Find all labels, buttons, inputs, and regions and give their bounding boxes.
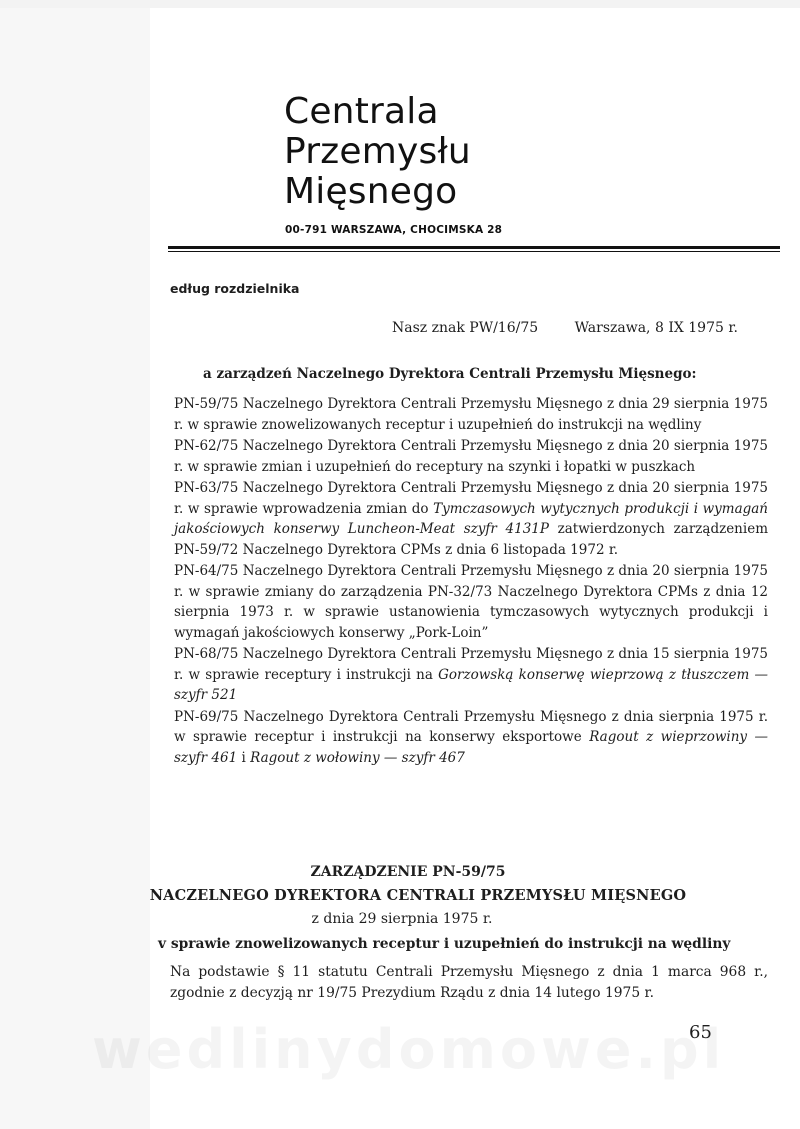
- logo-line-1: Centrala: [284, 91, 439, 132]
- page-number: 65: [689, 1022, 712, 1043]
- ordinance-text: Naczelnego Dyrektora Centrali Przemysłu Mięsnego z dnia sierpnia 1975 r. w sprawie receptur i instrukcji na konserwy eksportowe: [174, 708, 768, 745]
- ordinance-italic-title: Tymczasowych wytycznych produkcji i wymagań jakościowych konserwy Luncheon-Meat szyfr 4131P: [174, 500, 769, 537]
- list-item: [174, 561, 768, 643]
- ordinance-text: Naczelnego Dyrektora Centrali Przemysłu Mięsnego z dnia 20 sierpnia 1975 r. w sprawie zmian i uzupełnień do receptury na szynki i łopatki w puszkach: [174, 438, 768, 475]
- letterhead-logo: [284, 92, 471, 212]
- ordinance-text-after: zatwierdzonych zarządzeniem PN-59/72 Naczelnego Dyrektora CPMs z dnia 6 listopada 1972 r.: [174, 521, 768, 558]
- reference-sign: Nasz znak PW/16/75: [392, 320, 539, 336]
- list-item: [174, 436, 768, 477]
- header-rule-thick: [168, 246, 780, 249]
- header-rule-thin: [168, 251, 780, 252]
- ordinance-text: Naczelnego Dyrektora Centrali Przemysłu Mięsnego z dnia 15 sierpnia 1975 r. w sprawie receptury i instrukcji na: [174, 646, 768, 683]
- list-heading: a zarządzeń Naczelnego Dyrektora Centrali Przemysłu Mięsnego:: [203, 366, 697, 382]
- ordinance-issuer: NACZELNEGO DYREKTORA CENTRALI PRZEMYSŁU MIĘSNEGO: [149, 887, 687, 904]
- ordinance-ref: PN-63/75: [174, 480, 239, 496]
- ordinance-italic-title: Gorzowską konserwę wieprzową z tłuszczem — szyfr 521: [174, 666, 768, 703]
- ordinance-text: Naczelnego Dyrektora Centrali Przemysłu Mięsnego z dnia 29 sierpnia 1975 r. w sprawie znowelizowanych receptur i uzupełnień do instrukcji na wędliny: [174, 396, 768, 433]
- ordinance-text: Naczelnego Dyrektora Centrali Przemysłu Mięsnego z dnia 20 sierpnia 1975 r. w sprawie wprowadzenia zmian do: [174, 480, 768, 517]
- logo-line-2: Przemysłu: [284, 131, 471, 172]
- ordinance-body: Na podstawie § 11 statutu Centrali Przemysłu Mięsnego z dnia 1 marca 968 r., zgodnie z decyzją nr 19/75 Prezydium Rządu z dnia 14 lutego 1975 r.: [170, 964, 768, 1001]
- letterhead-address: 00-791 WARSZAWA, CHOCIMSKA 28: [285, 224, 503, 236]
- ordinance-text: Naczelnego Dyrektora Centrali Przemysłu Mięsnego z dnia 20 sierpnia 1975 r. w sprawie zmiany do zarządzenia PN-32/73 Naczelnego Dyrektora CPMs z dnia 12 sierpnia 1973 r. w sprawie ustanowienia tymczasowych wytycznych produkcji i wymagań jakościowych konserwy „Pork-Loin”: [174, 563, 768, 641]
- ordinance-text-mid: i: [241, 749, 246, 766]
- ordinance-ref: PN-64/75: [174, 563, 239, 579]
- list-item: [174, 478, 768, 560]
- scan-margin: [0, 0, 150, 1129]
- list-item: [174, 394, 768, 435]
- ordinance-italic-title: Ragout z wieprzowiny — szyfr 461: [174, 729, 769, 766]
- list-item: [174, 644, 768, 706]
- place-date: Warszawa, 8 IX 1975 r.: [574, 320, 738, 336]
- watermark: [92, 1018, 725, 1081]
- recipient-line: edług rozdzielnika: [170, 281, 300, 296]
- ordinance-title: ZARZĄDZENIE PN-59/75: [310, 864, 506, 880]
- list-item: [174, 707, 768, 769]
- ordinance-ref: PN-68/75: [174, 646, 239, 662]
- ordinance-ref: PN-62/75: [174, 438, 239, 454]
- ordinance-subject: v sprawie znowelizowanych receptur i uzupełnień do instrukcji na wędliny: [158, 936, 731, 952]
- scan-top-edge: [0, 0, 800, 8]
- reference-line: [392, 320, 738, 336]
- ordinance-list: [174, 394, 768, 769]
- ordinance-ref: PN-69/75: [174, 708, 239, 725]
- ordinance-ref: PN-59/75: [174, 396, 239, 412]
- ordinance-date: z dnia 29 sierpnia 1975 r.: [311, 911, 493, 927]
- ordinance-italic-title-2: Ragout z wołowiny — szyfr 467: [250, 749, 465, 766]
- logo-line-3: Mięsnego: [284, 171, 458, 212]
